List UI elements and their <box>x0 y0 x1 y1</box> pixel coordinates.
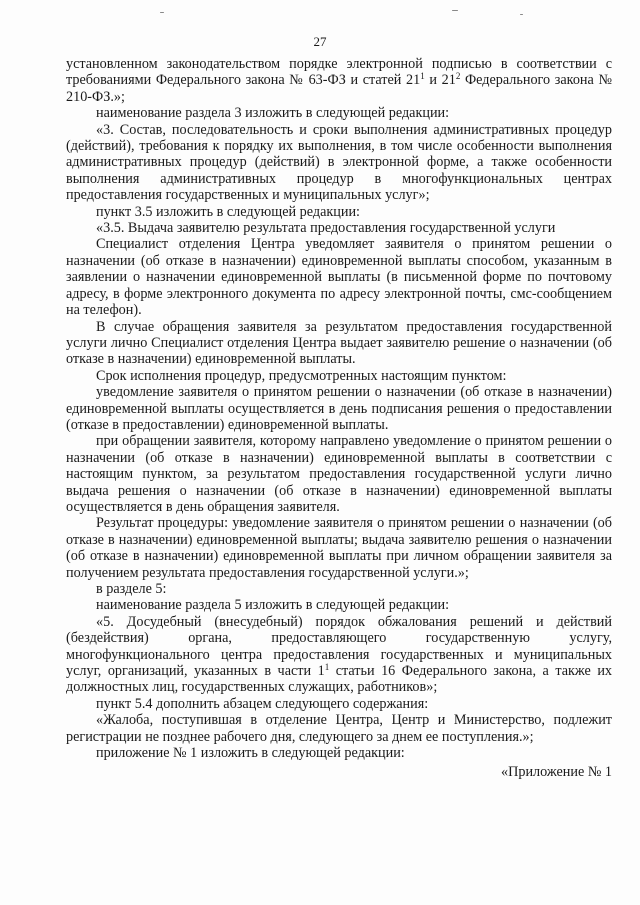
paragraph: наименование раздела 3 изложить в следующей редакции: <box>96 105 450 122</box>
scan-speck <box>452 10 458 11</box>
paragraph: пункт 3.5 изложить в следующей редакции: <box>96 203 360 220</box>
paragraph: Срок исполнения процедур, предусмотренных настоящим пунктом: <box>96 367 507 384</box>
paragraph: пункт 5.4 дополнить абзацем следующего содержания: <box>96 695 429 712</box>
paragraph: Результат процедуры: уведомление заявителя о принятом решении о назначении (об отказе в назначении) единовременной выплаты; выдача заявителю решения о назначении (об отказе в назначении) единовременной выплаты при личном обращении заявителя за получением результата предоставления государственной услуги.»; <box>66 515 612 581</box>
paragraph: установленном законодательством порядке электронной подписью в соответствии с требованиями Федерального закона № 63-ФЗ и статей $21^1$ и $21^2$ Федерального закона № 210-ФЗ.»; <box>66 56 612 105</box>
paragraph: «3.5. Выдача заявителю результата предоставления государственной услуги <box>96 220 556 237</box>
paragraph: при обращении заявителя, которому направлено уведомление о принятом решении о назначении (об отказе в назначении) единовременной выплаты в соответствии с настоящим пунктом, за результатом предоставления государственной услуги лично выдача решения о назначении (об отказе в назначении) единовременной выплаты осуществляется в день обращения заявителя. <box>66 433 612 515</box>
paragraph: «3. Состав, последовательность и сроки выполнения административных процедур (действий), требования к порядку их выполнения, в том числе особенности выполнения административных процедур (действий) в электронной форме, а также особенности выполнения административных процедур в многофункциональных центрах предоставления государственных и муниципальных услуг»; <box>66 121 612 204</box>
scan-speck <box>520 14 523 15</box>
paragraph: Специалист отделения Центра уведомляет заявителя о принятом решении о назначении (об отказе в назначении) единовременной выплаты способом, указанным в заявлении о назначении единовременной выплаты (в письменной форме по почтовому адресу, в форме электронного документа по адресу электронной почты, смс-сообщением на телефон). <box>66 236 612 319</box>
paragraph: приложение № 1 изложить в следующей редакции: <box>96 745 405 762</box>
appendix-heading: «Приложение № 1 <box>501 764 612 781</box>
scan-speck <box>160 12 164 13</box>
paragraph: «5. Досудебный (внесудебный) порядок обжалования решений и действий (бездействия) органа, предоставляющего государственную услугу, многофункционального центра предоставления государственных и муниципальных услуг, организаций, указанных в части $1^1$ статьи 16 Федерального закона, а также их должностных лиц, государственных служащих, работников»; <box>66 613 613 696</box>
document-body <box>66 56 612 781</box>
paragraph: в разделе 5: <box>96 581 167 597</box>
paragraph: наименование раздела 5 изложить в следующей редакции: <box>96 597 450 614</box>
page-number: 27 <box>313 34 327 49</box>
paragraph: «Жалоба, поступившая в отделение Центра, Центр и Министерство, подлежит регистрации не позднее рабочего дня, следующего за днем ее поступления.»; <box>66 712 612 745</box>
paragraph: уведомление заявителя о принятом решении о назначении (об отказе в назначении) единовременной выплаты осуществляется в день подписания решения о предоставлении (отказе в предоставлении) единовременной выплаты. <box>66 384 612 433</box>
paragraph: В случае обращения заявителя за результатом предоставления государственной услуги лично Специалист отделения Центра выдает заявителю решение о назначении (об отказе в назначении) единовременной выплаты. <box>66 318 612 368</box>
